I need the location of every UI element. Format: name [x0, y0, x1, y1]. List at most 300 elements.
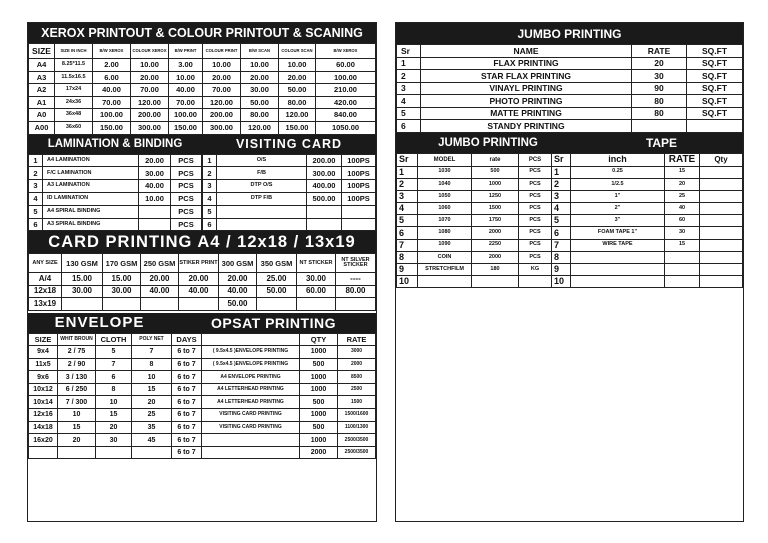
table-cell: 180 [472, 264, 519, 276]
table-cell: 17x24 [55, 84, 93, 97]
table-cell [571, 276, 665, 288]
table-cell: 1030 [418, 166, 472, 178]
table-cell: ( 9.5x4.5 )ENVELOPE PRINTING [202, 346, 300, 359]
table-cell: 25.00 [257, 273, 297, 285]
header-cell: STIKER PRINT [179, 254, 219, 273]
table-row [29, 371, 376, 384]
table-cell: 8500 [338, 371, 376, 384]
table-cell: 4 [397, 203, 418, 215]
table-cell: 11x5 [29, 358, 58, 371]
table-cell [132, 446, 172, 459]
table-cell: 40.00 [139, 180, 171, 193]
table-cell: VINAYL PRINTING [421, 82, 632, 95]
table-cell [58, 446, 96, 459]
table-cell: 8.25*11.5 [55, 59, 93, 72]
table-cell: 1000 [472, 178, 519, 190]
table-cell: STANDY PRINTING [421, 120, 632, 133]
table-cell: 150.00 [93, 121, 131, 134]
table-row [29, 409, 376, 422]
table-cell: 5 [397, 107, 421, 120]
table-row [397, 166, 743, 178]
table-row [203, 167, 376, 180]
table-cell: 200.00 [307, 154, 342, 167]
table-cell: 7 [552, 239, 571, 251]
table-cell: 8 [397, 251, 418, 263]
table-cell: 9 [552, 264, 571, 276]
table-cell: 1000 [300, 346, 338, 359]
table-row [397, 276, 743, 288]
table-row [29, 96, 376, 109]
table-cell: 15 [96, 409, 132, 422]
table-cell: 6.00 [93, 71, 131, 84]
table-cell: 4 [203, 192, 217, 205]
header-cell: ANY SIZE [29, 254, 62, 273]
table-cell: 40.00 [141, 285, 179, 297]
table-cell: ID LAMINATION [43, 192, 139, 205]
envelope-opsat-section [28, 313, 376, 333]
table-cell: 120.00 [131, 96, 169, 109]
table-cell: 70.00 [169, 96, 203, 109]
table-cell: 30 [665, 227, 700, 239]
table-cell: 200.00 [131, 109, 169, 122]
table-cell: A4 SPIRAL BINDING [43, 205, 139, 218]
table-cell: 15.00 [62, 273, 103, 285]
table-cell: A3 SPIRAL BINDING [43, 218, 139, 231]
table-cell: 1 [203, 154, 217, 167]
table-cell: 2000 [300, 446, 338, 459]
table-cell [632, 120, 687, 133]
table-row [203, 218, 376, 231]
table-cell: 1/2.5 [571, 178, 665, 190]
table-cell: 50.00 [257, 285, 297, 297]
table-cell: 9x6 [29, 371, 58, 384]
jumbo-tape-body [397, 166, 743, 288]
table-cell: 80 [632, 107, 687, 120]
visiting-title: VISITING CARD [202, 135, 376, 154]
table-cell: PCS [171, 180, 202, 193]
table-row [29, 121, 376, 134]
table-cell [336, 298, 376, 310]
card-table [28, 253, 376, 310]
table-row [29, 84, 376, 97]
table-cell [700, 251, 743, 263]
table-cell: 6 to 7 [172, 409, 202, 422]
table-cell [700, 227, 743, 239]
table-cell: 420.00 [316, 96, 376, 109]
table-cell [418, 276, 472, 288]
table-cell: 30 [96, 434, 132, 447]
table-cell: VISITING CARD PRINTING [202, 409, 300, 422]
table-cell: 6 [96, 371, 132, 384]
table-cell [665, 276, 700, 288]
table-cell: A0 [29, 109, 55, 122]
table-row [203, 192, 376, 205]
table-cell: 80.00 [241, 109, 279, 122]
table-cell: 60.00 [297, 285, 336, 297]
table-cell: 36x48 [55, 109, 93, 122]
table-cell: 6 / 250 [58, 383, 96, 396]
table-cell [103, 298, 141, 310]
header-cell: MODEL [418, 153, 472, 166]
header-cell: PCS [519, 153, 552, 166]
table-cell: 7 [132, 346, 172, 359]
table-cell: 1080 [418, 227, 472, 239]
header-cell [202, 333, 300, 346]
table-cell: 15.00 [103, 273, 141, 285]
table-cell: 300.00 [203, 121, 241, 134]
table-cell [202, 446, 300, 459]
table-cell: FOAM TAPE 1" [571, 227, 665, 239]
table-cell: 1250 [472, 190, 519, 202]
table-cell: 10 [397, 276, 418, 288]
table-row [29, 192, 202, 205]
table-cell: 45 [132, 434, 172, 447]
table-cell: 500 [472, 166, 519, 178]
table-row [29, 446, 376, 459]
table-cell: 1060 [418, 203, 472, 215]
table-cell: PCS [519, 203, 552, 215]
table-cell: 2 / 75 [58, 346, 96, 359]
table-cell: 20.00 [241, 71, 279, 84]
table-row [397, 239, 743, 251]
table-cell: 3.00 [169, 59, 203, 72]
table-cell: 100.00 [93, 109, 131, 122]
table-cell: 2000 [338, 358, 376, 371]
table-row [29, 59, 376, 72]
table-cell: 60.00 [316, 59, 376, 72]
table-cell: 0.25 [571, 166, 665, 178]
table-cell: 20.00 [219, 273, 257, 285]
jumbo-tape-section [396, 133, 743, 153]
header-cell: RATE [632, 45, 687, 58]
table-row [203, 154, 376, 167]
header-cell: Sr [397, 153, 418, 166]
table-cell: A4 [29, 59, 55, 72]
table-cell: 500 [300, 358, 338, 371]
jumbo-model-title: JUMBO PRINTING [396, 133, 580, 153]
table-cell: MATTE PRINTING [421, 107, 632, 120]
table-cell: PCS [519, 215, 552, 227]
table-cell: 10 [132, 371, 172, 384]
table-cell: 500 [300, 421, 338, 434]
jumbo-tape-header-row [397, 153, 743, 166]
table-cell: 6 [552, 227, 571, 239]
table-cell: 6 [397, 120, 421, 133]
header-cell: inch [571, 153, 665, 166]
table-cell: 400.00 [307, 180, 342, 193]
table-cell: 10.00 [131, 59, 169, 72]
header-cell: NAME [421, 45, 632, 58]
header-cell: COLOUR PRINT [203, 44, 241, 59]
header-cell: 250 GSM [141, 254, 179, 273]
table-cell [139, 205, 171, 218]
table-cell: 10 [552, 276, 571, 288]
table-cell: 120.00 [279, 109, 316, 122]
table-cell: 50.00 [241, 96, 279, 109]
table-cell [472, 276, 519, 288]
table-cell: 3 [552, 190, 571, 202]
jumbo-printing-table [396, 44, 743, 133]
table-row [29, 383, 376, 396]
table-row [397, 178, 743, 190]
table-cell: 2500/3500 [338, 446, 376, 459]
table-cell: PCS [171, 167, 202, 180]
table-cell: 15 [58, 421, 96, 434]
table-cell: F/C LAMINATION [43, 167, 139, 180]
table-cell: 40.00 [93, 84, 131, 97]
table-cell [297, 298, 336, 310]
table-cell: FLAX PRINTING [421, 57, 632, 70]
envelope-opsat-body [29, 346, 376, 459]
table-cell: 12x16 [29, 409, 58, 422]
table-cell: A4 LETTERHEAD PRINTING [202, 383, 300, 396]
table-row [29, 154, 202, 167]
table-cell: 1100/1300 [338, 421, 376, 434]
table-cell: 6 [397, 227, 418, 239]
table-cell: 150.00 [279, 121, 316, 134]
jumbo-printing-body [397, 57, 743, 132]
table-cell: 2250 [472, 239, 519, 251]
table-cell: A1 [29, 96, 55, 109]
tape-title: TAPE [580, 133, 743, 153]
table-cell [307, 218, 342, 231]
table-cell: A/4 [29, 273, 62, 285]
table-cell: 2 [397, 178, 418, 190]
table-cell: 8 [552, 251, 571, 263]
table-cell: COIN [418, 251, 472, 263]
table-cell: 10.00 [241, 59, 279, 72]
table-row [29, 346, 376, 359]
jumbo-tape-table [396, 153, 743, 289]
table-cell: 6 [203, 218, 217, 231]
left-price-sheet [27, 22, 377, 522]
table-cell: 100PS [342, 154, 376, 167]
table-cell: 4 [29, 192, 43, 205]
table-row [203, 180, 376, 193]
table-cell: 40 [665, 203, 700, 215]
table-cell: 20.00 [279, 71, 316, 84]
table-cell: 4 [552, 203, 571, 215]
table-cell: A3 [29, 71, 55, 84]
table-cell: 3" [571, 215, 665, 227]
table-cell: 3 [397, 82, 421, 95]
table-cell [217, 205, 307, 218]
table-cell: 100.00 [169, 109, 203, 122]
table-cell: 12x18 [29, 285, 62, 297]
table-cell [700, 239, 743, 251]
table-cell [257, 298, 297, 310]
table-cell: 20.00 [131, 71, 169, 84]
table-cell: 2500 [338, 383, 376, 396]
table-cell: 120.00 [241, 121, 279, 134]
table-row [397, 107, 743, 120]
header-cell: NT STICKER [297, 254, 336, 273]
table-cell [307, 205, 342, 218]
table-cell: 10 [58, 409, 96, 422]
table-cell: PCS [519, 227, 552, 239]
table-cell [179, 298, 219, 310]
table-cell: 3000 [338, 346, 376, 359]
card-header-row [29, 254, 376, 273]
table-row [29, 285, 376, 297]
table-cell [62, 298, 103, 310]
table-cell: 30.00 [62, 285, 103, 297]
table-cell: 80.00 [279, 96, 316, 109]
table-cell: 500.00 [307, 192, 342, 205]
table-cell: ---- [336, 273, 376, 285]
table-cell: 70.00 [93, 96, 131, 109]
lamination-visiting-section [28, 135, 376, 232]
table-cell: 1 [552, 166, 571, 178]
table-cell: F/B [217, 167, 307, 180]
table-cell: 40.00 [169, 84, 203, 97]
table-cell: A3 LAMINATION [43, 180, 139, 193]
card-body [29, 273, 376, 310]
table-cell: 10.00 [203, 59, 241, 72]
table-row [29, 180, 202, 193]
table-cell: 50.00 [279, 84, 316, 97]
table-cell: A4 LETTERHEAD PRINTING [202, 396, 300, 409]
header-cell: DAYS [172, 333, 202, 346]
table-cell: 10 [96, 396, 132, 409]
table-cell: 100PS [342, 192, 376, 205]
table-cell: 20 [96, 421, 132, 434]
header-cell: RATE [338, 333, 376, 346]
table-cell: 1750 [472, 215, 519, 227]
table-cell: SQ.FT [687, 70, 743, 83]
table-cell: A2 [29, 84, 55, 97]
table-cell: 30.00 [241, 84, 279, 97]
table-cell: 5 [203, 205, 217, 218]
table-cell: 13x19 [29, 298, 62, 310]
table-cell: 20 [58, 434, 96, 447]
table-cell: 40.00 [179, 285, 219, 297]
table-cell [202, 434, 300, 447]
table-cell: SQ.FT [687, 57, 743, 70]
table-row [29, 421, 376, 434]
table-cell: 1" [571, 190, 665, 202]
envelope-title: ENVELOPE [28, 313, 171, 333]
table-cell: 5 [96, 346, 132, 359]
lamination-title: LAMINATION & BINDING [28, 135, 202, 154]
table-cell: 2000 [472, 227, 519, 239]
table-cell: 200.00 [203, 109, 241, 122]
table-row [397, 57, 743, 70]
table-cell: 100PS [342, 180, 376, 193]
table-cell: 5 [29, 205, 43, 218]
table-cell: 2.00 [93, 59, 131, 72]
table-cell: 1070 [418, 215, 472, 227]
table-cell: 30.00 [297, 273, 336, 285]
header-cell: POLY NET [132, 333, 172, 346]
table-cell: PCS [171, 205, 202, 218]
table-cell: 1050.00 [316, 121, 376, 134]
table-cell: 9 [397, 264, 418, 276]
table-cell: 100.00 [316, 71, 376, 84]
table-cell: 20 [665, 178, 700, 190]
table-row [397, 264, 743, 276]
table-cell: 70.00 [131, 84, 169, 97]
header-cell: 300 GSM [219, 254, 257, 273]
table-row [29, 358, 376, 371]
table-cell: 210.00 [316, 84, 376, 97]
table-row [29, 71, 376, 84]
table-cell: 1500/1600 [338, 409, 376, 422]
table-cell: 7 [96, 358, 132, 371]
table-cell: 150.00 [169, 121, 203, 134]
header-cell: WHIT BROUN [58, 333, 96, 346]
table-cell: 5 [397, 215, 418, 227]
lamination-body [29, 154, 202, 231]
table-cell [700, 178, 743, 190]
table-cell: 2 / 90 [58, 358, 96, 371]
table-cell: 35 [132, 421, 172, 434]
table-cell: 7 / 300 [58, 396, 96, 409]
table-cell: 6 to 7 [172, 434, 202, 447]
table-cell: 4 [397, 95, 421, 108]
table-cell: 10.00 [169, 71, 203, 84]
table-cell: DTP F/B [217, 192, 307, 205]
table-cell: 300.00 [131, 121, 169, 134]
header-cell: B/W XEROX [316, 44, 376, 59]
header-cell: SIZE IN INCH [55, 44, 93, 59]
table-cell: 1040 [418, 178, 472, 190]
table-row [397, 251, 743, 263]
table-cell: 3 / 130 [58, 371, 96, 384]
table-cell: PCS [171, 192, 202, 205]
table-cell: 1 [29, 154, 43, 167]
table-cell: 1500 [472, 203, 519, 215]
table-cell: 1500 [338, 396, 376, 409]
table-cell: 1000 [300, 371, 338, 384]
table-cell: 10.00 [139, 192, 171, 205]
table-cell: WIRE TAPE [571, 239, 665, 251]
table-cell: 1 [397, 57, 421, 70]
table-cell: 1050 [418, 190, 472, 202]
table-cell: 14x18 [29, 421, 58, 434]
table-cell: 30 [632, 70, 687, 83]
table-row [29, 396, 376, 409]
table-row [397, 70, 743, 83]
header-cell: Qty [700, 153, 743, 166]
table-cell: 16x20 [29, 434, 58, 447]
table-cell: 80.00 [336, 285, 376, 297]
table-cell: 10.00 [279, 59, 316, 72]
table-cell: 6 to 7 [172, 446, 202, 459]
table-cell: 1 [397, 166, 418, 178]
table-cell: 20.00 [141, 273, 179, 285]
table-cell [571, 264, 665, 276]
table-cell [700, 166, 743, 178]
table-cell: PCS [519, 251, 552, 263]
table-cell [139, 218, 171, 231]
table-row [397, 190, 743, 202]
visiting-body [203, 154, 376, 231]
table-cell: 6 to 7 [172, 396, 202, 409]
table-cell [700, 203, 743, 215]
table-cell: SQ.FT [687, 107, 743, 120]
table-cell [29, 446, 58, 459]
table-cell: PCS [519, 178, 552, 190]
table-cell: 90 [632, 82, 687, 95]
table-cell: SQ.FT [687, 82, 743, 95]
table-cell: 60 [665, 215, 700, 227]
envelope-opsat-table [28, 333, 376, 460]
table-cell: 500 [300, 396, 338, 409]
table-cell: 15 [132, 383, 172, 396]
table-cell: PCS [171, 218, 202, 231]
table-row [397, 203, 743, 215]
